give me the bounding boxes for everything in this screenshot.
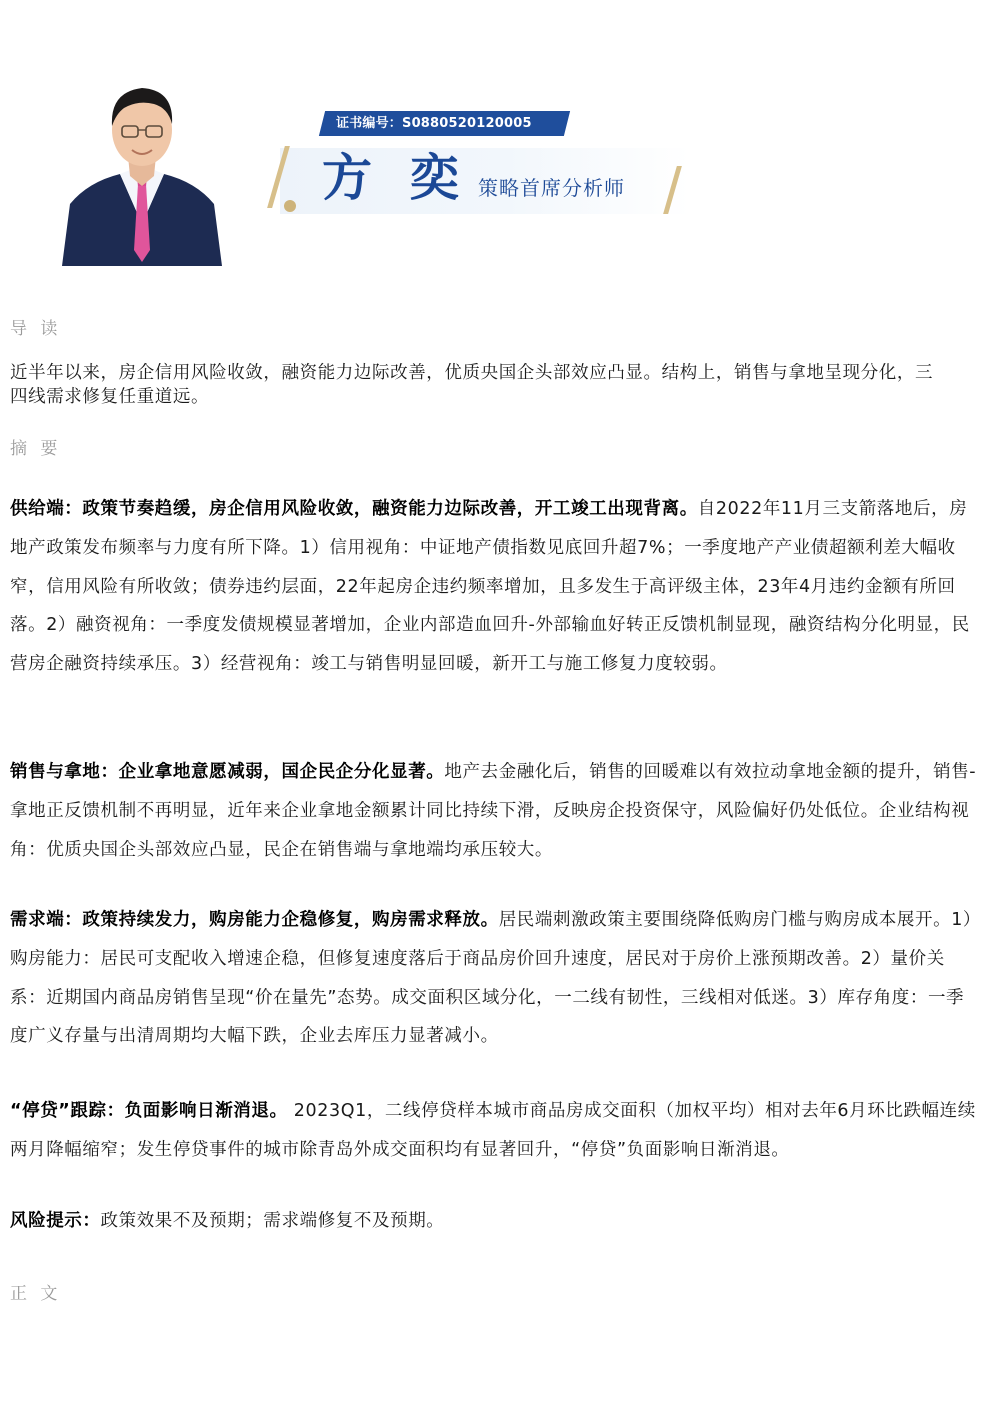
analyst-title: 策略首席分析师 bbox=[478, 176, 625, 200]
summary-paragraph bbox=[10, 901, 980, 1056]
summary-text: 自2022年11月三支箭落地后，房地产政策发布频率与力度有所下降。1）信用视角：中证地产债指数见底回升超7%；一季度地产产业债超额利差大幅收窄，信用风险有所收敛；债券违约层面，22年起房企违约频率增加，且多发生于高评级主体，23年4月违约金额有所回落。2）融资视角：一季度发债规模显著增加，企业内部造血回升-外部输血好转正反馈机制显现，融资结构分化明显，民营房企融资持续承压。3）经营视角：竣工与销售明显回暖，新开工与施工修复力度较弱。 bbox=[10, 499, 970, 675]
summary-paragraph bbox=[10, 490, 980, 684]
summary-text: 居民端刺激政策主要围绕降低购房门槛与购房成本展开。1）购房能力：居民可支配收入增速企稳，但修复速度落后于商品房价回升速度，居民对于房价上涨预期改善。2）量价关系：近期国内商品房销售呈现“价在量先”态势。成交面积区域分化，一二线有韧性，三线相对低迷。3）库存角度：一季度广义存量与出清周期均大幅下跌，企业去库压力显著减小。 bbox=[10, 910, 973, 1047]
summary-heading: “停贷”跟踪：负面影响日渐消退。 bbox=[10, 1101, 288, 1121]
intro-text: 近半年以来，房企信用风险收敛，融资能力边际改善，优质央国企头部效应凸显。结构上，销售与拿地呈现分化，三四线需求修复任重道远。 bbox=[10, 363, 934, 407]
summary-heading: 供给端：政策节奏趋缓，房企信用风险收敛，融资能力边际改善，开工竣工出现背离。 bbox=[10, 499, 698, 519]
body-label: 正 文 bbox=[10, 1284, 62, 1304]
certificate-number: 证书编号：S0880520120005 bbox=[336, 116, 532, 131]
summary-paragraph bbox=[10, 1092, 980, 1170]
summary-heading: 需求端：政策持续发力，购房能力企稳修复，购房需求释放。 bbox=[10, 910, 499, 930]
risk-paragraph bbox=[10, 1202, 980, 1241]
summary-paragraph bbox=[10, 753, 980, 869]
intro-label: 导 读 bbox=[10, 319, 62, 339]
decor-dot bbox=[284, 200, 296, 212]
analyst-name: 方 奕 bbox=[322, 148, 470, 207]
summary-text: 2023Q1，二线停贷样本城市商品房成交面积（加权平均）相对去年6月环比跌幅连续两月降幅缩窄；发生停贷事件的城市除青岛外成交面积均有显著回升，“停贷”负面影响日渐消退。 bbox=[10, 1101, 976, 1160]
analyst-portrait bbox=[58, 74, 226, 266]
summary-label: 摘 要 bbox=[10, 439, 62, 459]
summary-heading: 销售与拿地：企业拿地意愿减弱，国企民企分化显著。 bbox=[10, 762, 445, 782]
author-header bbox=[0, 0, 992, 280]
risk-text: 政策效果不及预期；需求端修复不及预期。 bbox=[100, 1211, 445, 1231]
summary-text: 地产去金融化后，销售的回暖难以有效拉动拿地金额的提升，销售-拿地正反馈机制不再明显，近年来企业拿地金额累计同比持续下滑，反映房企投资保守，风险偏好仍处低位。企业结构视角：优质央国企头部效应凸显，民企在销售端与拿地端均承压较大。 bbox=[10, 762, 977, 860]
risk-heading: 风险提示： bbox=[10, 1211, 101, 1231]
